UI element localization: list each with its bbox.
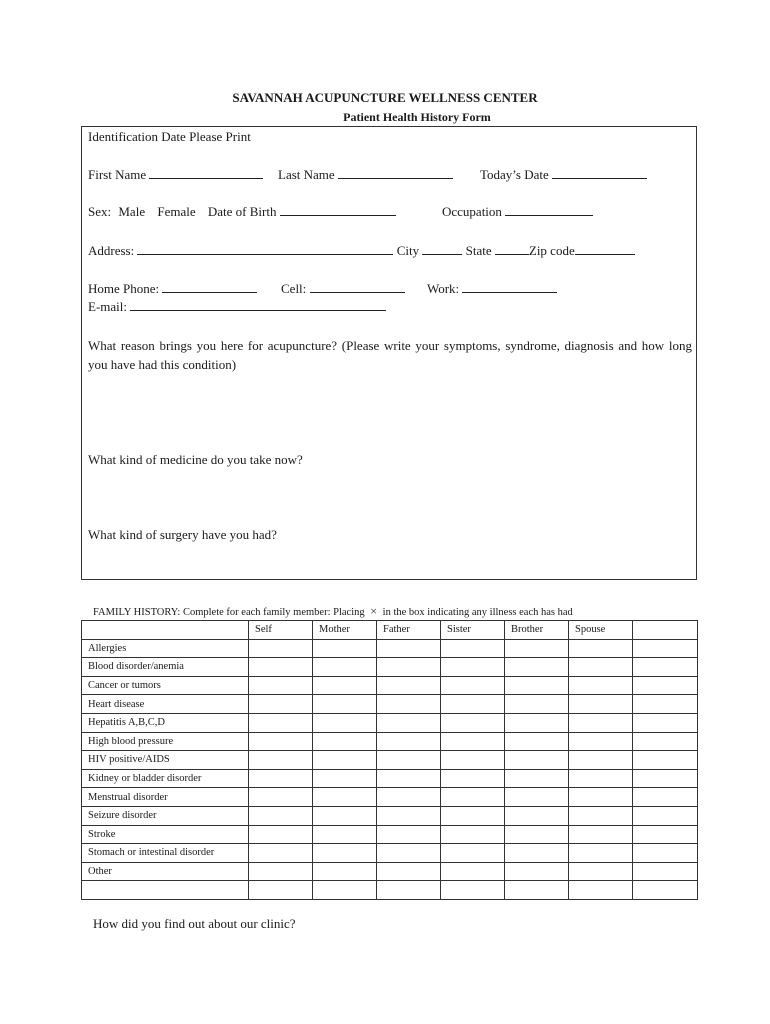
check-cell[interactable] <box>313 695 377 714</box>
check-cell[interactable] <box>569 788 633 807</box>
check-cell[interactable] <box>249 881 313 900</box>
check-cell[interactable] <box>505 676 569 695</box>
table-row <box>82 844 698 863</box>
check-cell[interactable] <box>505 695 569 714</box>
table-row <box>82 732 698 751</box>
column-header: Spouse <box>569 621 633 640</box>
check-cell[interactable] <box>313 881 377 900</box>
family-history-caption-suffix: in the box indicating any illness each has had <box>382 607 573 618</box>
state-label: State <box>465 243 492 258</box>
table-row <box>82 658 698 677</box>
check-cell[interactable] <box>633 751 698 770</box>
sex-row <box>88 204 396 220</box>
check-cell[interactable] <box>569 639 633 658</box>
check-cell[interactable] <box>313 769 377 788</box>
home-phone-label: Home Phone: <box>88 281 160 296</box>
address-label: Address: <box>88 243 135 258</box>
check-cell[interactable] <box>249 751 313 770</box>
todays-date-row <box>480 167 647 183</box>
check-cell[interactable] <box>441 658 505 677</box>
column-header: Self <box>249 621 313 640</box>
family-history-caption <box>93 604 573 619</box>
occupation-field[interactable] <box>505 204 593 216</box>
check-cell[interactable] <box>633 676 698 695</box>
table-row <box>82 751 698 770</box>
illness-label: Blood disorder/anemia <box>82 658 249 677</box>
check-cell[interactable] <box>377 751 441 770</box>
check-cell[interactable] <box>569 732 633 751</box>
check-cell[interactable] <box>569 658 633 677</box>
check-cell[interactable] <box>313 806 377 825</box>
address-row <box>88 243 635 259</box>
zip-field[interactable] <box>575 243 635 255</box>
city-field[interactable] <box>422 243 462 255</box>
check-cell[interactable] <box>441 639 505 658</box>
check-cell[interactable] <box>377 658 441 677</box>
check-cell[interactable] <box>441 751 505 770</box>
table-row <box>82 788 698 807</box>
column-header: Father <box>377 621 441 640</box>
referral-question: How did you find out about our clinic? <box>93 916 296 931</box>
check-cell[interactable] <box>441 769 505 788</box>
check-cell[interactable] <box>505 751 569 770</box>
work-row <box>427 281 557 297</box>
table-row <box>82 695 698 714</box>
check-cell[interactable] <box>569 806 633 825</box>
illness-label: Kidney or bladder disorder <box>82 769 249 788</box>
check-cell[interactable] <box>313 713 377 732</box>
illness-label: Menstrual disorder <box>82 788 249 807</box>
reason-question: What reason brings you here for acupuncture? (Please write your symptoms, syndrome, diagnosis and how long you have had this condition) <box>88 338 692 372</box>
family-history-header-row <box>82 621 698 640</box>
check-cell[interactable] <box>249 639 313 658</box>
first-name-field[interactable] <box>149 167 263 179</box>
check-cell[interactable] <box>377 639 441 658</box>
table-row <box>82 825 698 844</box>
illness-label: Heart disease <box>82 695 249 714</box>
check-cell[interactable] <box>505 862 569 881</box>
column-header <box>633 621 698 640</box>
check-cell[interactable] <box>569 862 633 881</box>
illness-label: Hepatitis A,B,C,D <box>82 713 249 732</box>
check-cell[interactable] <box>313 732 377 751</box>
todays-date-field[interactable] <box>552 167 647 179</box>
table-row <box>82 806 698 825</box>
illness-label: Other <box>82 862 249 881</box>
email-field[interactable] <box>130 299 386 311</box>
check-cell[interactable] <box>441 862 505 881</box>
sex-label: Sex: <box>88 204 112 219</box>
check-cell[interactable] <box>633 658 698 677</box>
last-name-field[interactable] <box>338 167 453 179</box>
check-cell[interactable] <box>441 881 505 900</box>
check-cell[interactable] <box>633 732 698 751</box>
table-row <box>82 769 698 788</box>
illness-label: High blood pressure <box>82 732 249 751</box>
check-cell[interactable] <box>377 676 441 695</box>
check-cell[interactable] <box>441 676 505 695</box>
check-cell[interactable] <box>377 695 441 714</box>
home-phone-field[interactable] <box>162 281 257 293</box>
check-cell[interactable] <box>377 862 441 881</box>
check-cell[interactable] <box>249 806 313 825</box>
column-header: Brother <box>505 621 569 640</box>
zip-label: Zip code <box>528 243 575 258</box>
illness-label: Stroke <box>82 825 249 844</box>
medicine-question: What kind of medicine do you take now? <box>88 452 303 467</box>
check-cell[interactable] <box>441 825 505 844</box>
check-cell[interactable] <box>377 732 441 751</box>
table-row <box>82 676 698 695</box>
check-cell[interactable] <box>569 751 633 770</box>
x-mark-symbol: × <box>370 604 378 618</box>
occupation-row <box>442 204 593 220</box>
check-cell[interactable] <box>441 844 505 863</box>
dob-label: Date of Birth <box>207 204 277 219</box>
table-row <box>82 881 698 900</box>
todays-date-label: Today’s Date <box>480 167 549 182</box>
check-cell[interactable] <box>313 788 377 807</box>
first-name-label: First Name <box>88 167 147 182</box>
illness-label: Stomach or intestinal disorder <box>82 844 249 863</box>
check-cell[interactable] <box>633 881 698 900</box>
table-row <box>82 639 698 658</box>
illness-label: Seizure disorder <box>82 806 249 825</box>
address-field[interactable] <box>137 243 393 255</box>
check-cell[interactable] <box>441 732 505 751</box>
last-name-row <box>278 167 453 183</box>
check-cell[interactable] <box>377 825 441 844</box>
illness-label <box>82 881 249 900</box>
sex-option-male[interactable]: Male <box>118 204 146 219</box>
illness-label: Allergies <box>82 639 249 658</box>
check-cell[interactable] <box>569 881 633 900</box>
check-cell[interactable] <box>249 769 313 788</box>
check-cell[interactable] <box>569 769 633 788</box>
family-history-table <box>81 620 698 900</box>
check-cell[interactable] <box>633 713 698 732</box>
check-cell[interactable] <box>249 862 313 881</box>
last-name-label: Last Name <box>278 167 335 182</box>
check-cell[interactable] <box>569 713 633 732</box>
surgery-question: What kind of surgery have you had? <box>88 527 277 542</box>
check-cell[interactable] <box>505 788 569 807</box>
illness-label: HIV positive/AIDS <box>82 751 249 770</box>
check-cell[interactable] <box>249 676 313 695</box>
check-cell[interactable] <box>249 658 313 677</box>
check-cell[interactable] <box>569 676 633 695</box>
check-cell[interactable] <box>313 844 377 863</box>
check-cell[interactable] <box>313 658 377 677</box>
family-history-caption-prefix: FAMILY HISTORY: Complete for each family member: Placing <box>93 607 365 618</box>
check-cell[interactable] <box>633 788 698 807</box>
home-phone-row <box>88 281 257 297</box>
check-cell[interactable] <box>633 862 698 881</box>
sex-option-female[interactable]: Female <box>157 204 196 219</box>
check-cell[interactable] <box>313 639 377 658</box>
check-cell[interactable] <box>505 769 569 788</box>
check-cell[interactable] <box>377 881 441 900</box>
check-cell[interactable] <box>441 806 505 825</box>
check-cell[interactable] <box>505 806 569 825</box>
work-label: Work: <box>427 281 460 296</box>
dob-field[interactable] <box>280 204 396 216</box>
cell-label: Cell: <box>281 281 307 296</box>
check-cell[interactable] <box>633 695 698 714</box>
check-cell[interactable] <box>377 788 441 807</box>
check-cell[interactable] <box>505 844 569 863</box>
email-row <box>88 299 386 315</box>
check-cell[interactable] <box>633 844 698 863</box>
check-cell[interactable] <box>441 695 505 714</box>
check-cell[interactable] <box>505 658 569 677</box>
check-cell[interactable] <box>249 825 313 844</box>
header-corner-cell <box>82 621 249 640</box>
form-subtitle: Patient Health History Form <box>343 110 491 124</box>
check-cell[interactable] <box>633 825 698 844</box>
check-cell[interactable] <box>377 844 441 863</box>
table-row <box>82 713 698 732</box>
identification-heading: Identification Date Please Print <box>88 129 251 144</box>
check-cell[interactable] <box>569 844 633 863</box>
column-header: Sister <box>441 621 505 640</box>
check-cell[interactable] <box>569 825 633 844</box>
check-cell[interactable] <box>441 713 505 732</box>
column-header: Mother <box>313 621 377 640</box>
cell-row <box>281 281 405 297</box>
check-cell[interactable] <box>633 769 698 788</box>
email-label: E-mail: <box>88 299 127 314</box>
check-cell[interactable] <box>249 713 313 732</box>
check-cell[interactable] <box>377 769 441 788</box>
check-cell[interactable] <box>569 695 633 714</box>
check-cell[interactable] <box>249 732 313 751</box>
check-cell[interactable] <box>505 881 569 900</box>
work-field[interactable] <box>462 281 557 293</box>
state-field[interactable] <box>495 243 529 255</box>
check-cell[interactable] <box>505 825 569 844</box>
check-cell[interactable] <box>313 676 377 695</box>
check-cell[interactable] <box>441 788 505 807</box>
cell-field[interactable] <box>310 281 405 293</box>
check-cell[interactable] <box>313 825 377 844</box>
check-cell[interactable] <box>249 788 313 807</box>
check-cell[interactable] <box>249 695 313 714</box>
illness-label: Cancer or tumors <box>82 676 249 695</box>
check-cell[interactable] <box>313 862 377 881</box>
check-cell[interactable] <box>505 713 569 732</box>
occupation-label: Occupation <box>442 204 502 219</box>
table-row <box>82 862 698 881</box>
check-cell[interactable] <box>505 639 569 658</box>
city-label: City <box>396 243 420 258</box>
check-cell[interactable] <box>377 806 441 825</box>
check-cell[interactable] <box>505 732 569 751</box>
check-cell[interactable] <box>249 844 313 863</box>
check-cell[interactable] <box>633 806 698 825</box>
first-name-row <box>88 167 263 183</box>
check-cell[interactable] <box>313 751 377 770</box>
check-cell[interactable] <box>633 639 698 658</box>
check-cell[interactable] <box>377 713 441 732</box>
form-title: SAVANNAH ACUPUNCTURE WELLNESS CENTER <box>232 90 538 105</box>
